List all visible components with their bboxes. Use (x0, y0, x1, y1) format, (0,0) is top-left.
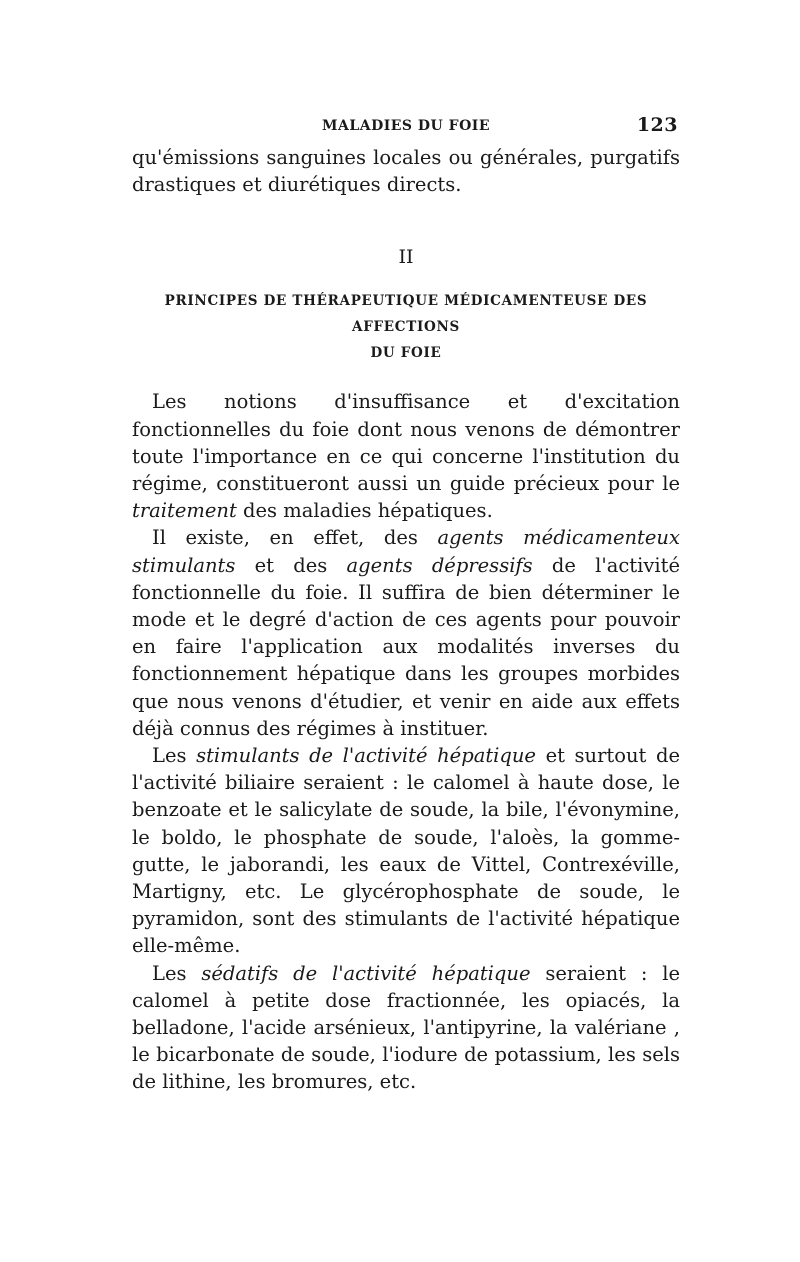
paragraph-3-text-a: Les (152, 744, 197, 768)
paragraph-4-text-a: Les (152, 961, 202, 985)
paragraph-2-emphasis-2: agents dépressifs (346, 553, 533, 577)
continuation-paragraph: qu'émissions sanguines locales ou générales, purgatifs drastiques et diurétiques directs. (132, 146, 680, 197)
paragraph-3 (132, 742, 680, 960)
running-title: MALADIES DU FOIE (322, 118, 490, 134)
paragraph-3-text-b: et surtout de l'activité biliaire seraient : le calomel à haute dose, le benzoate et le salicylate de soude, la bile, l'évonymine, le boldo, le phosphate de soude, l'aloès, la gomme-gutte, le jaborandi, les eaux de Vittel, Contrexéville, Martigny, etc. Le glycérophosphate de soude, le pyramidon, sont des stimulants de l'activité hépatique elle-même. (132, 744, 680, 958)
paragraph-4 (132, 960, 680, 1096)
paragraph-2-text-b: et des (235, 553, 347, 577)
paragraph-2 (132, 524, 680, 742)
page-number: 123 (636, 114, 678, 136)
running-head (132, 112, 680, 142)
paragraph-2-text-c: de l'activité fonctionnelle du foie. Il suffira de bien déterminer le mode et le degré d'action de ces agents pour pouvoir en faire l'application aux modalités inverses du fonctionnement hépatique dans les groupes morbides que nous venons d'étudier, et venir en aide aux effets déjà connus des régimes à instituer. (132, 553, 681, 740)
paragraph-1 (132, 388, 680, 524)
paragraph-3-emphasis: stimulants de l'activité hépatique (196, 744, 536, 768)
paragraph-4-emphasis: sédatifs de l'activité hépatique (201, 961, 531, 985)
section-heading-line-2: DU FOIE (370, 345, 442, 362)
section-heading (132, 288, 680, 366)
paragraph-4-text-b: seraient : le calomel à petite dose fractionnée, les opiacés, la belladone, l'acide arsénieux, l'antipyrine, la valériane , le bicarbonate de soude, l'iodure de potassium, les sels de lithine, les bromures, etc. (132, 961, 680, 1094)
paragraph-1-text-b: des maladies hépatiques. (236, 499, 493, 523)
paragraph-2-text-a: Il existe, en effet, des (152, 526, 438, 550)
paragraph-2-emphasis-1: agents médicamenteux stimulants (132, 526, 680, 577)
section-number: II (398, 246, 414, 269)
paragraph-1-text-a: Les notions d'insuffisance et d'excitation fonctionnelles du foie dont nous venons de démontrer toute l'importance en ce qui concerne l'institution du régime, constitueront aussi un guide précieux pour le (132, 390, 680, 496)
section-heading-line-1: PRINCIPES DE THÉRAPEUTIQUE MÉDICAMENTEUSE DES AFFECTIONS (164, 293, 648, 336)
book-page (132, 112, 680, 1096)
paragraph-1-emphasis: traitement (132, 499, 237, 523)
